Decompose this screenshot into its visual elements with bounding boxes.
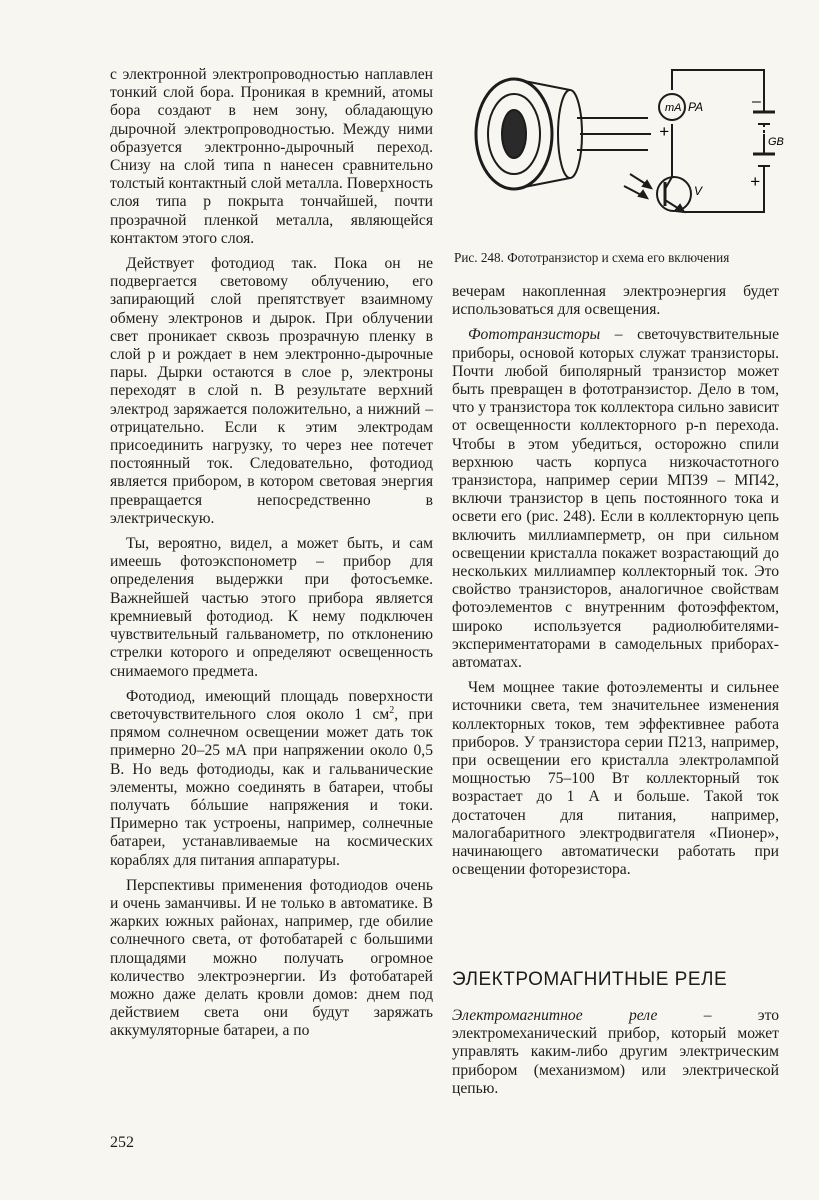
battery-reference-label: GB [768,136,784,148]
battery-minus-sign: – [752,93,761,110]
paragraph: Чем мощнее такие фотоэлементы и сильнее источники света, тем значительнее изменения коллекторных токов, тем эффективнее работа приборов. У транзистора серии П213, например, при освещении его кристалла электролампой мощностью 75–100 Вт коллекторный ток возрастает до 1 А и больше. Такой ток достаточен для питания, например, малогабаритного электродвигателя «Пионер», начинающего автоматически работать при освещении фоторезистора. [452,679,779,879]
meter-reference-label: PA [688,100,704,114]
paragraph: с электронной электропроводностью наплавлен тонкий слой бора. Проникая в кремний, атомы бора создают в нем зону, обладающую дырочной электропроводностью. Между ними образуется электронно-дырочный переход. Снизу на слой типа n нанесен сравнительно толстый контактный слой металла. Поверхность слоя типа p покрыта тончайшей, почти прозрачной пленкой металла, являющейся контактом этого слоя. [110,66,433,247]
figure-caption: Рис. 248. Фототранзистор и схема его включения [454,250,730,265]
right-column [452,283,779,880]
paragraph-text: – светочувствительные приборы, основой которых служат транзисторы. Почти любой биполярный транзистор может быть превращен в фототранзистор. Дело в том, что у транзистора ток коллектора сильно зависит от освещенности коллекторного p-n перехода. Чтобы в этом убедиться, осторожно спили верхнюю часть корпуса низкочастотного транзистора, например серии МП39 – МП42, включи транзистор в цепь постоянного тока и освети его (рис. 248). Если в коллекторную цепь включить миллиамперметр, он при сильном освещении кристалла покажет возрастающий до нескольких миллиампер коллекторный ток. Это свойство транзисторов, аналогичное свойствам фотоэлементов с внутренним фотоэффектом, широко используется радиолюбителями-экспериментаторами в самодельных приборах-автоматах. [452,326,779,672]
term: Электромагнитное реле [452,1007,658,1024]
term: Фототранзисторы [468,326,601,344]
meter-label: mA [665,102,682,114]
superscript: 2 [389,704,395,716]
phototransistor-figure [452,62,782,252]
battery-plus-sign: + [750,172,760,191]
paragraph: вечерам накопленная электроэнергия будет использоваться для освещения. [452,283,779,319]
section-body [452,1007,779,1098]
paragraph-text: , при прямом солнечном освещении может дать ток примерно 20–25 мА при напряжении около 0,5 В. Но ведь фотодиоды, как и гальванические элементы, можно соединять в батареи, чтобы получать бóльшие напряжения и токи. Примерно так устроены, например, солнечные батареи, устанавливаемые на космических кораблях для питания аппаратуры. [110,705,433,869]
phototransistor-drawing [476,79,651,189]
paragraph: Действует фотодиод так. Пока он не подвергается световому облучению, его запирающий слой препятствует взаимному обмену электронов и дырок. При облучении свет проникает сквозь прозрачную пленку в слой p и рождает в нем электронно-дырочные пары. Дырки остаются в слое p, электроны переходят в слой n. В результате верхний электрод заряжается положительно, а нижний – отрицательно. Если к этим электродам присоединить нагрузку, то через нее потечет постоянный ток. Следовательно, фотодиод является прибором, в котором световая энергия превращается непосредственно в электрическую. [110,255,433,527]
page-number: 252 [110,1134,134,1151]
paragraph [110,688,433,870]
paragraph: Перспективы применения фотодиодов очень и очень заманчивы. И не только в автоматике. В жарких южных районах, например, где обилие солнечного света, от фотобатарей с большими площадями можно получать огромное количество электроэнергии. Из фотобатарей можно даже делать кровли домов: днем под действием света они будут заряжать аккумуляторные батареи, а по [110,876,433,1040]
paragraph [452,326,779,672]
meter-plus-sign: + [659,122,669,141]
paragraph-text: Фотодиод, имеющий площадь поверхности светочувствительного слоя около 1 см [110,687,433,723]
paragraph-text: – это электромеханический прибор, который может управлять каким-либо другим электрическим прибором (механизмом) или электрической цепью. [452,1007,779,1097]
left-column [110,66,433,1041]
paragraph: Ты, вероятно, видел, а может быть, и сам имеешь фотоэкспонометр – прибор для определения выдержки при фотосъемке. Важнейшей частью этого прибора является кремниевый фотодиод. К нему подключен чувствительный гальванометр, по отклонению стрелки которого и определяют освещенность снимаемого предмета. [110,535,433,680]
section-title: ЭЛЕКТРОМАГНИТНЫЕ РЕЛЕ [452,969,728,990]
transistor-reference-label: V [694,184,703,198]
paragraph [452,1007,779,1098]
